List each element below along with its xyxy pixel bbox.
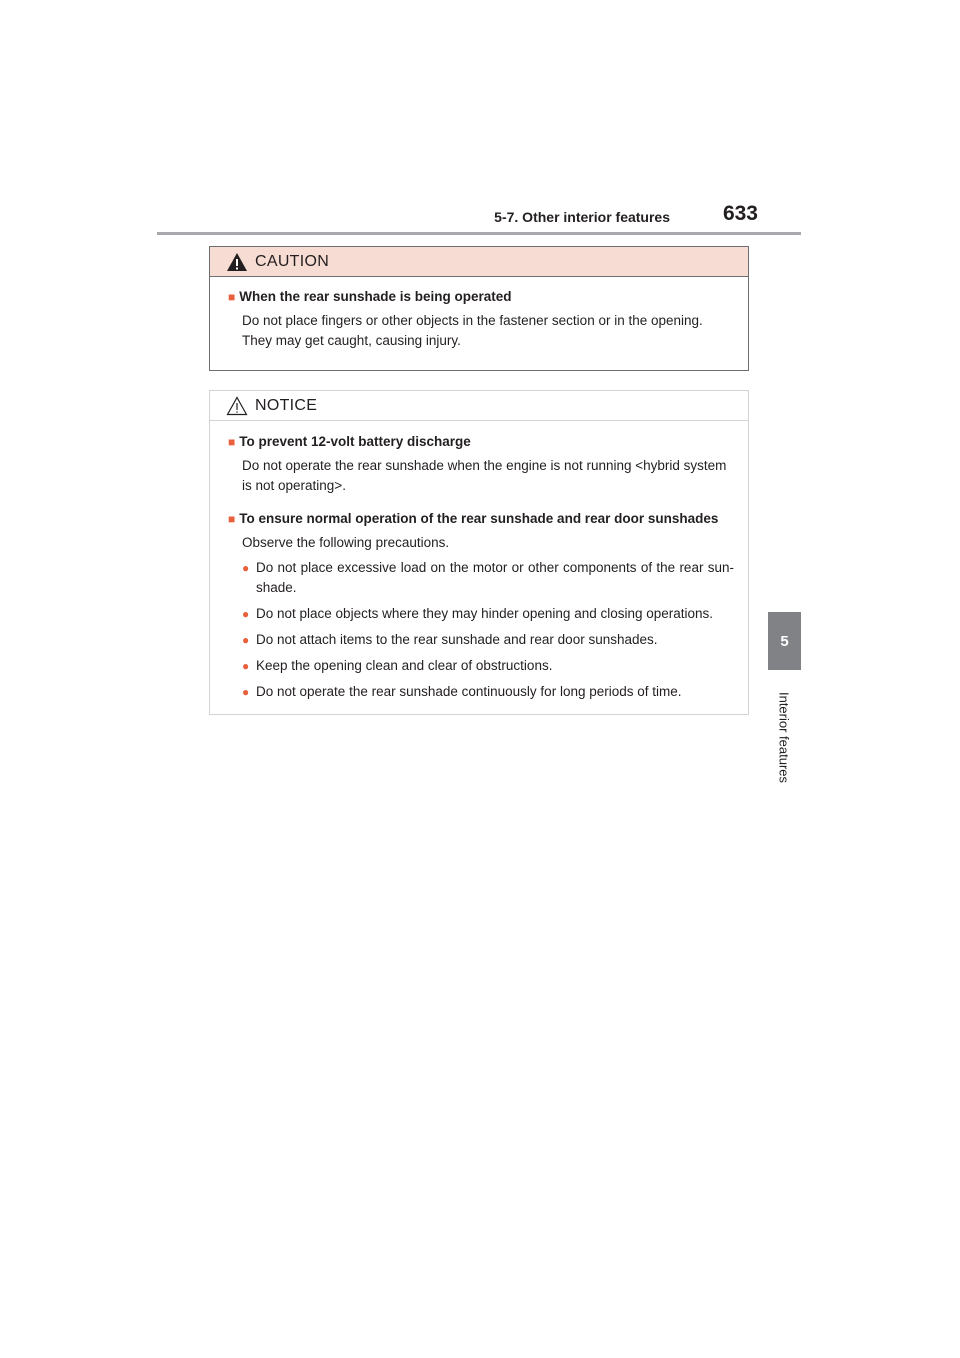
dot-bullet-icon: ●	[242, 607, 250, 621]
caution-text: Do not place fingers or other objects in the fastener section or in the opening. They may get caught, causing injury.	[242, 313, 703, 348]
dot-bullet-icon: ●	[242, 659, 250, 673]
notice-heading-1-text: To prevent 12-volt battery discharge	[239, 434, 471, 449]
caution-title: CAUTION	[255, 252, 330, 270]
page-number: 633	[722, 202, 758, 225]
square-bullet-icon: ■	[228, 512, 236, 526]
notice-title: NOTICE	[255, 396, 318, 414]
notice-heading-1	[228, 434, 734, 449]
dot-bullet-icon: ●	[242, 685, 250, 699]
notice-box	[209, 390, 749, 715]
warning-filled-icon	[226, 252, 248, 272]
caution-header	[210, 247, 748, 277]
caution-heading-text: When the rear sunshade is being operated	[239, 289, 512, 304]
notice-header	[210, 391, 748, 421]
warning-outline-icon	[226, 396, 248, 416]
chapter-tab	[768, 612, 801, 670]
dot-bullet-icon: ●	[242, 561, 250, 575]
square-bullet-icon: ■	[228, 435, 236, 449]
notice-heading-2-text: To ensure normal operation of the rear sunshade and rear door sunshades	[239, 511, 719, 526]
list-item: ● Do not place excessive load on the motor or other components of the rear sun-shade.	[228, 558, 734, 598]
list-item: ● Do not operate the rear sunshade continuously for long periods of time.	[228, 682, 734, 702]
header-divider	[157, 232, 801, 235]
notice-heading-2	[228, 511, 734, 526]
chapter-label: Interior features	[776, 691, 792, 784]
caution-box	[209, 246, 749, 371]
chapter-number: 5	[780, 632, 789, 650]
notice-intro-2: Observe the following precautions.	[242, 535, 450, 550]
list-item: ● Do not place objects where they may hinder opening and closing operations.	[228, 604, 734, 624]
list-item: ● Keep the opening clean and clear of obstructions.	[228, 656, 734, 676]
notice-text-1: Do not operate the rear sunshade when the engine is not running <hybrid system is not operating>.	[242, 458, 727, 493]
section-title: 5-7. Other interior features	[494, 209, 670, 225]
caution-body	[210, 277, 748, 351]
caution-heading	[228, 289, 734, 304]
dot-bullet-icon: ●	[242, 633, 250, 647]
list-item: ● Do not attach items to the rear sunshade and rear door sunshades.	[228, 630, 734, 650]
square-bullet-icon: ■	[228, 290, 236, 304]
notice-body	[210, 421, 748, 702]
